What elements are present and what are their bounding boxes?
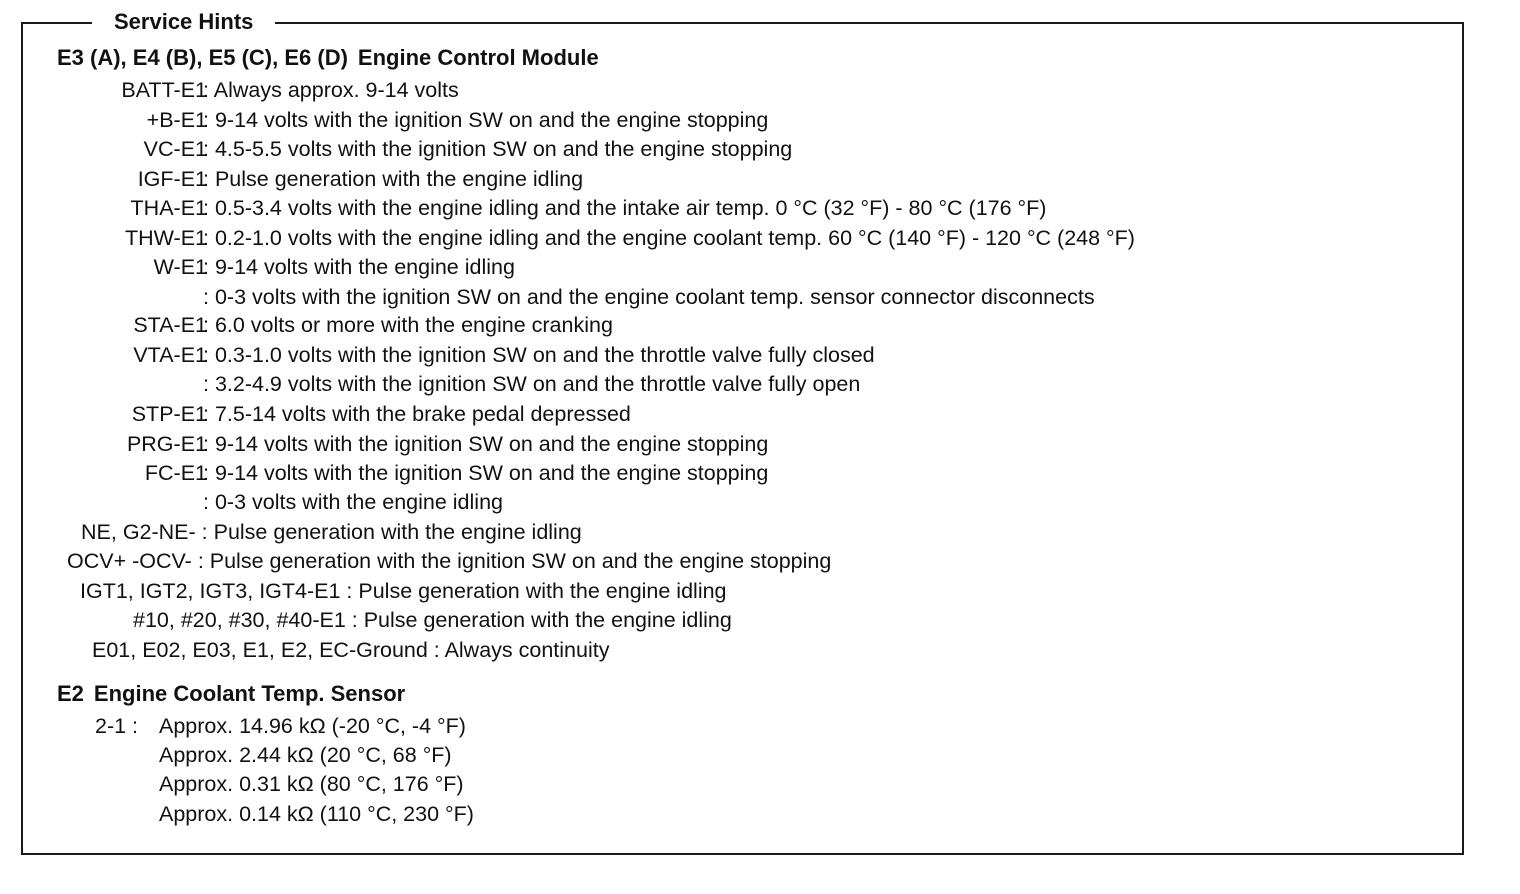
terminal-row-inline: NE, G2-NE- : Pulse generation with the engine idling: [81, 520, 582, 544]
terminal-label: BATT-E1: [121, 78, 207, 102]
terminal-spec: : Pulse generation with the engine idling: [203, 167, 584, 191]
terminal-label: W-E1: [153, 255, 207, 279]
sensor-title: Engine Coolant Temp. Sensor: [93, 681, 406, 706]
terminal-label: IGF-E1: [137, 167, 207, 191]
terminal-row: [0, 310, 1520, 340]
terminal-spec: : 9-14 volts with the ignition SW on and the engine stopping: [203, 108, 769, 132]
terminal-row-inline: E01, E02, E03, E1, E2, EC-Ground : Always continuity: [92, 638, 610, 662]
sensor-reading: Approx. 0.14 kΩ (110 °C, 230 °F): [159, 802, 474, 826]
terminal-label: +B-E1: [146, 108, 207, 132]
terminal-row: [0, 105, 1520, 135]
section-legend: Service Hints: [92, 5, 275, 39]
terminal-spec: : 0.5-3.4 volts with the engine idling and the intake air temp. 0 °C (32 °F) - 80 °C (176 °F): [203, 196, 1047, 220]
terminal-spec: : 6.0 volts or more with the engine cranking: [203, 313, 613, 337]
terminal-row-inline: #10, #20, #30, #40-E1 : Pulse generation with the engine idling: [133, 608, 732, 632]
terminal-label: THA-E1: [130, 196, 207, 220]
terminal-row: [0, 193, 1520, 223]
sensor-reading: Approx. 14.96 kΩ (-20 °C, -4 °F): [159, 714, 466, 738]
terminal-spec: : 9-14 volts with the engine idling: [203, 255, 515, 279]
terminal-row: [0, 134, 1520, 164]
terminal-label: PRG-E1: [126, 432, 207, 456]
terminal-row: [0, 252, 1520, 282]
terminal-label: VC-E1: [143, 137, 207, 161]
sensor-terminal-label: 2-1 :: [95, 714, 139, 738]
terminal-spec: : 0.3-1.0 volts with the ignition SW on and the throttle valve fully closed: [203, 343, 875, 367]
terminal-label: THW-E1: [124, 226, 207, 250]
terminal-row: [0, 164, 1520, 194]
terminal-spec: : 0-3 volts with the ignition SW on and the engine coolant temp. sensor connector disconnects: [203, 285, 1095, 309]
ecm-heading: [57, 43, 599, 73]
sensor-connector-code: E2: [57, 681, 84, 706]
ecm-connector-codes: E3 (A), E4 (B), E5 (C), E6 (D): [57, 45, 348, 70]
terminal-row: [0, 75, 1520, 105]
terminal-label: STP-E1: [131, 402, 207, 426]
sensor-heading: [57, 679, 405, 709]
terminal-spec: : 0.2-1.0 volts with the engine idling and the engine coolant temp. 60 °C (140 °F) - 120 °C (248 °F): [203, 226, 1135, 250]
terminal-spec: : 4.5-5.5 volts with the ignition SW on and the engine stopping: [203, 137, 793, 161]
sensor-reading: Approx. 0.31 kΩ (80 °C, 176 °F): [159, 772, 464, 796]
terminal-row: [0, 282, 1520, 312]
terminal-row: [0, 399, 1520, 429]
terminal-spec: : 9-14 volts with the ignition SW on and the engine stopping: [203, 461, 769, 485]
terminal-row: [0, 429, 1520, 459]
terminal-label: FC-E1: [144, 461, 207, 485]
terminal-row: [0, 223, 1520, 253]
terminal-row: [0, 369, 1520, 399]
terminal-spec: : 3.2-4.9 volts with the ignition SW on and the throttle valve fully open: [203, 372, 861, 396]
terminal-row: [0, 458, 1520, 488]
terminal-row: [0, 340, 1520, 370]
ecm-title: Engine Control Module: [357, 45, 599, 70]
terminal-spec: : 9-14 volts with the ignition SW on and the engine stopping: [203, 432, 769, 456]
sensor-reading: Approx. 2.44 kΩ (20 °C, 68 °F): [159, 743, 452, 767]
terminal-spec: : 0-3 volts with the engine idling: [203, 490, 503, 514]
terminal-row: [0, 487, 1520, 517]
terminal-row-inline: OCV+ -OCV- : Pulse generation with the ignition SW on and the engine stopping: [67, 549, 832, 573]
terminal-row-inline: IGT1, IGT2, IGT3, IGT4-E1 : Pulse generation with the engine idling: [80, 579, 727, 603]
terminal-label: VTA-E1: [133, 343, 207, 367]
terminal-spec: : Always approx. 9-14 volts: [203, 78, 459, 102]
terminal-label: STA-E1: [133, 313, 207, 337]
terminal-spec: : 7.5-14 volts with the brake pedal depressed: [203, 402, 631, 426]
